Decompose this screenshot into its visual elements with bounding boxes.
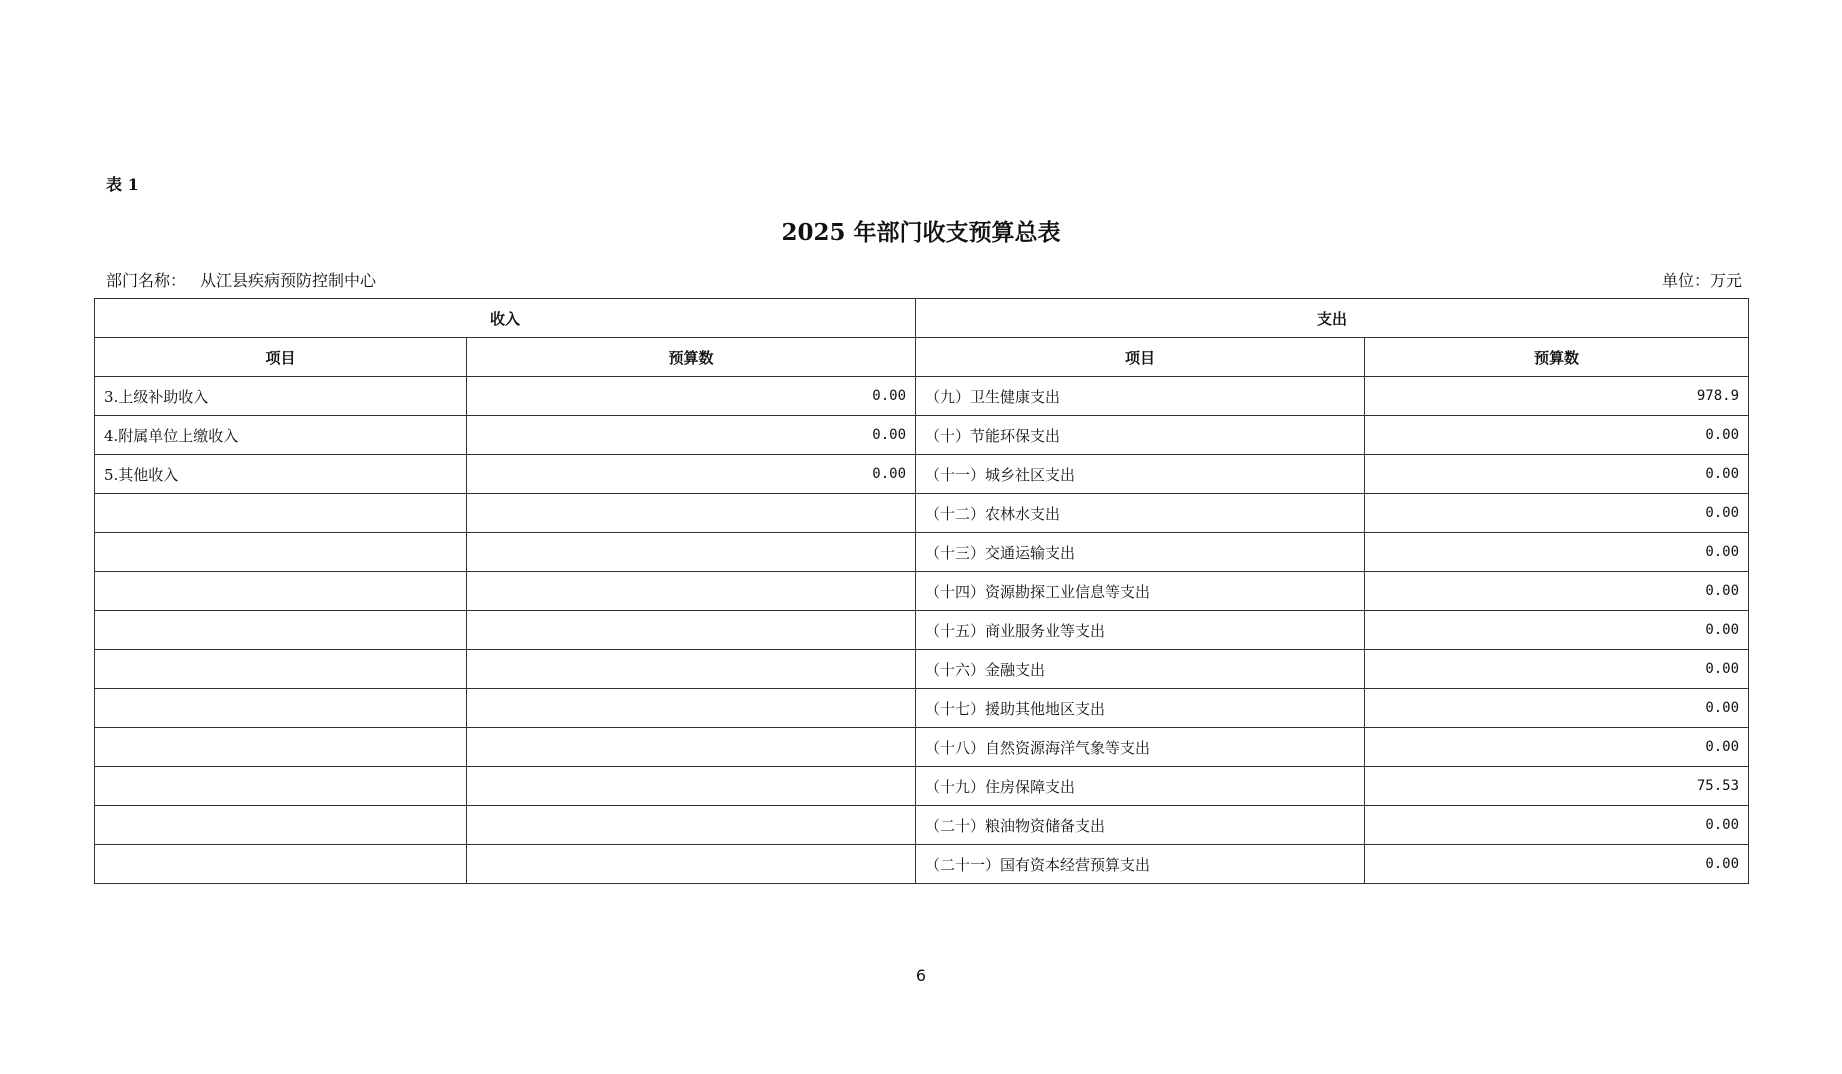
department-label: 部门名称： xyxy=(106,271,187,290)
income-amount-cell xyxy=(467,806,916,845)
income-amount-column-header: 预算数 xyxy=(467,338,916,377)
table-column-header-row xyxy=(95,338,1749,377)
income-amount-cell xyxy=(467,650,916,689)
expense-amount-cell: 0.00 xyxy=(1365,650,1749,689)
expense-item-cell: （十）节能环保支出 xyxy=(916,416,1365,455)
income-amount-cell xyxy=(467,494,916,533)
income-item-cell xyxy=(95,689,467,728)
unit-label: 单位：万元 xyxy=(1661,271,1742,290)
expense-item-cell: （十五）商业服务业等支出 xyxy=(916,611,1365,650)
table-row xyxy=(95,416,1749,455)
expense-item-cell: （十八）自然资源海洋气象等支出 xyxy=(916,728,1365,767)
expense-amount-column-header: 预算数 xyxy=(1365,338,1749,377)
expense-amount-cell: 0.00 xyxy=(1365,533,1749,572)
table-row xyxy=(95,728,1749,767)
income-amount-cell: 0.00 xyxy=(467,455,916,494)
budget-table xyxy=(94,298,1749,884)
income-amount-cell xyxy=(467,611,916,650)
expense-item-column-header: 项目 xyxy=(916,338,1365,377)
income-amount-cell xyxy=(467,845,916,884)
expense-amount-cell: 75.53 xyxy=(1365,767,1749,806)
income-item-cell: 4.附属单位上缴收入 xyxy=(95,416,467,455)
table-label: 表 1 xyxy=(106,175,139,194)
income-item-cell: 5.其他收入 xyxy=(95,455,467,494)
expense-amount-cell: 0.00 xyxy=(1365,572,1749,611)
table-row xyxy=(95,611,1749,650)
expense-amount-cell: 0.00 xyxy=(1365,416,1749,455)
income-amount-cell xyxy=(467,533,916,572)
department-name: 从江县疾病预防控制中心 xyxy=(200,271,377,290)
expense-amount-cell: 0.00 xyxy=(1365,611,1749,650)
table-row xyxy=(95,650,1749,689)
expense-item-cell: （十七）援助其他地区支出 xyxy=(916,689,1365,728)
income-amount-cell: 0.00 xyxy=(467,377,916,416)
expense-amount-cell: 0.00 xyxy=(1365,494,1749,533)
income-item-cell: 3.上级补助收入 xyxy=(95,377,467,416)
budget-table-body xyxy=(95,377,1749,884)
expense-item-cell: （九）卫生健康支出 xyxy=(916,377,1365,416)
income-item-cell xyxy=(95,572,467,611)
income-item-cell xyxy=(95,767,467,806)
table-row xyxy=(95,533,1749,572)
expense-item-cell: （十三）交通运输支出 xyxy=(916,533,1365,572)
table-row xyxy=(95,572,1749,611)
table-row xyxy=(95,377,1749,416)
table-row xyxy=(95,845,1749,884)
income-header: 收入 xyxy=(95,299,916,338)
income-amount-cell xyxy=(467,572,916,611)
table-row xyxy=(95,494,1749,533)
department-line xyxy=(106,268,376,291)
expense-amount-cell: 0.00 xyxy=(1365,845,1749,884)
table-row xyxy=(95,455,1749,494)
income-amount-cell xyxy=(467,728,916,767)
page-title: 2025 年部门收支预算总表 xyxy=(781,219,1061,246)
income-item-cell xyxy=(95,845,467,884)
income-item-column-header: 项目 xyxy=(95,338,467,377)
expense-amount-cell: 0.00 xyxy=(1365,728,1749,767)
income-item-cell xyxy=(95,728,467,767)
table-row xyxy=(95,767,1749,806)
expense-item-cell: （十六）金融支出 xyxy=(916,650,1365,689)
table-row xyxy=(95,806,1749,845)
expense-item-cell: （二十一）国有资本经营预算支出 xyxy=(916,845,1365,884)
expense-amount-cell: 0.00 xyxy=(1365,455,1749,494)
expense-amount-cell: 978.9 xyxy=(1365,377,1749,416)
expense-item-cell: （十九）住房保障支出 xyxy=(916,767,1365,806)
income-amount-cell xyxy=(467,767,916,806)
income-amount-cell: 0.00 xyxy=(467,416,916,455)
income-item-cell xyxy=(95,533,467,572)
expense-item-cell: （十一）城乡社区支出 xyxy=(916,455,1365,494)
expense-item-cell: （十二）农林水支出 xyxy=(916,494,1365,533)
expense-item-cell: （二十）粮油物资储备支出 xyxy=(916,806,1365,845)
expense-amount-cell: 0.00 xyxy=(1365,689,1749,728)
income-item-cell xyxy=(95,611,467,650)
income-item-cell xyxy=(95,494,467,533)
page-number: 6 xyxy=(915,966,927,985)
table-row xyxy=(95,689,1749,728)
income-item-cell xyxy=(95,650,467,689)
expense-header: 支出 xyxy=(916,299,1749,338)
table-section-header-row xyxy=(95,299,1749,338)
income-item-cell xyxy=(95,806,467,845)
income-amount-cell xyxy=(467,689,916,728)
expense-item-cell: （十四）资源勘探工业信息等支出 xyxy=(916,572,1365,611)
expense-amount-cell: 0.00 xyxy=(1365,806,1749,845)
